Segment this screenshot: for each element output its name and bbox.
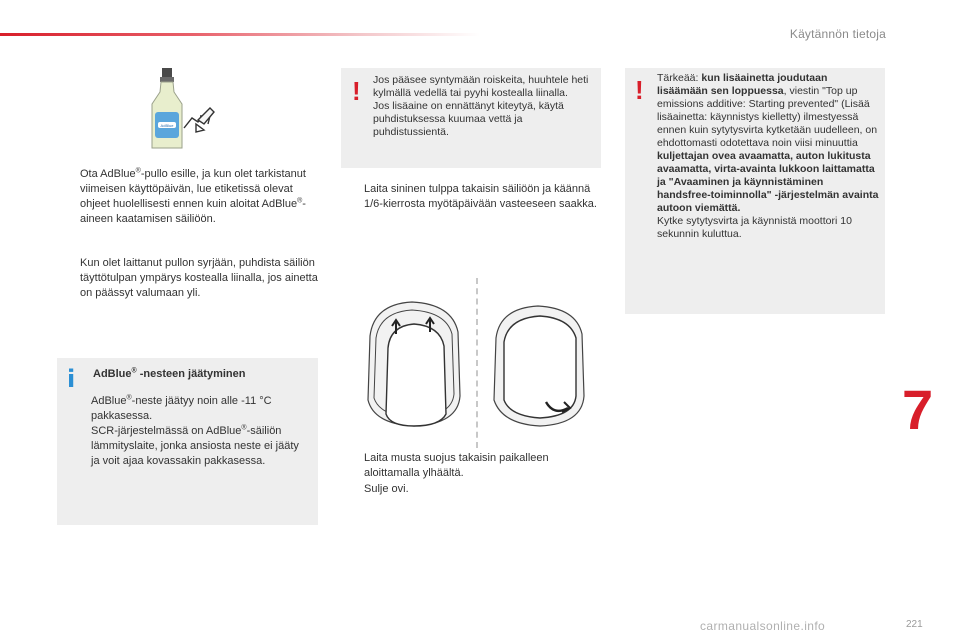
warning-icon: ! xyxy=(635,75,644,105)
header-accent-bar xyxy=(0,33,480,36)
bullet-step-1: Ota AdBlue®-pullo esille, ja kun olet tarkistanut viimeisen käyttöpäivän, lue etiketissä olevat ohjeet huolellisesti ennen kuin aloitat AdBlue®-aineen kaatamisen säiliöön. xyxy=(80,167,306,225)
section-title: Käytännön tietoja xyxy=(789,27,886,41)
chapter-number: 7 xyxy=(902,378,934,441)
warning-icon: ! xyxy=(352,76,361,106)
warning-text: Jos pääsee syntymään roiskeita, huuhtele heti kylmällä vedellä tai pyyhi kostealla liinalla. Jos lisäaine on ennättänyt kiteytyä, käytä puhdistuksessa kuumaa vettä ja puhdistussientä. xyxy=(373,74,589,138)
info-title: AdBlue® -nesteen jäätyminen xyxy=(93,367,246,380)
bullet-step-4: Laita musta suojus takaisin paikalleen aloittamalla ylhäältä. xyxy=(364,452,549,479)
bullet-step-3: Laita sininen tulppa takaisin säiliöön ja käännä 1/6-kierrosta myötäpäivään vasteeseen saakka. xyxy=(364,183,597,210)
bottle-label: AdBlue xyxy=(160,123,174,128)
cover-illustration-right xyxy=(488,300,588,430)
watermark: carmanualsonline.info xyxy=(700,619,826,633)
adblue-bottle-illustration xyxy=(148,68,228,152)
divider-dashed xyxy=(476,278,478,448)
warning-important-text: Tärkeää: kun lisäainetta joudutaan lisäämään sen loppuessa, viestin "Top up emissions additive: Starting prevented" (Lisää lisäainetta: käynnistys kielletty) ilmestyessä ennen kuin sytytysvirta kytketään uudelleen, on ehdottomasti odotettava noin viisi minuuttia kuljettajan ovea avaamatta, auton lukitusta avaamatta, virta-avainta lukkoon laittamatta ja "Avaaminen ja käynnistäminen handsfree-toiminnolla" -järjestelmän avainta autoon viemättä. Kytke sytytysvirta ja käynnistä moottori 10 sekunnin kuluttua. xyxy=(657,72,879,240)
info-text: AdBlue®-neste jäätyy noin alle -11 °C pakkasessa. SCR-järjestelmässä on AdBlue®-säiliön lämmityslaite, jonka ansiosta neste ei jääty ja voit ajaa kovassakin pakkasessa. xyxy=(91,394,299,467)
warning-box-splash xyxy=(341,68,601,168)
warning-box-important xyxy=(625,68,885,314)
bullet-step-2: Kun olet laittanut pullon syrjään, puhdista säiliön täyttötulpan ympärys kostealla liinalla, jos ainetta on päässyt valumaan yli. xyxy=(80,257,318,299)
bullet-step-5: Sulje ovi. xyxy=(364,483,409,495)
page-number: 221 xyxy=(906,619,923,630)
info-box-freezing xyxy=(57,358,318,525)
info-icon: i xyxy=(67,365,76,393)
cover-illustration-left xyxy=(360,296,466,436)
